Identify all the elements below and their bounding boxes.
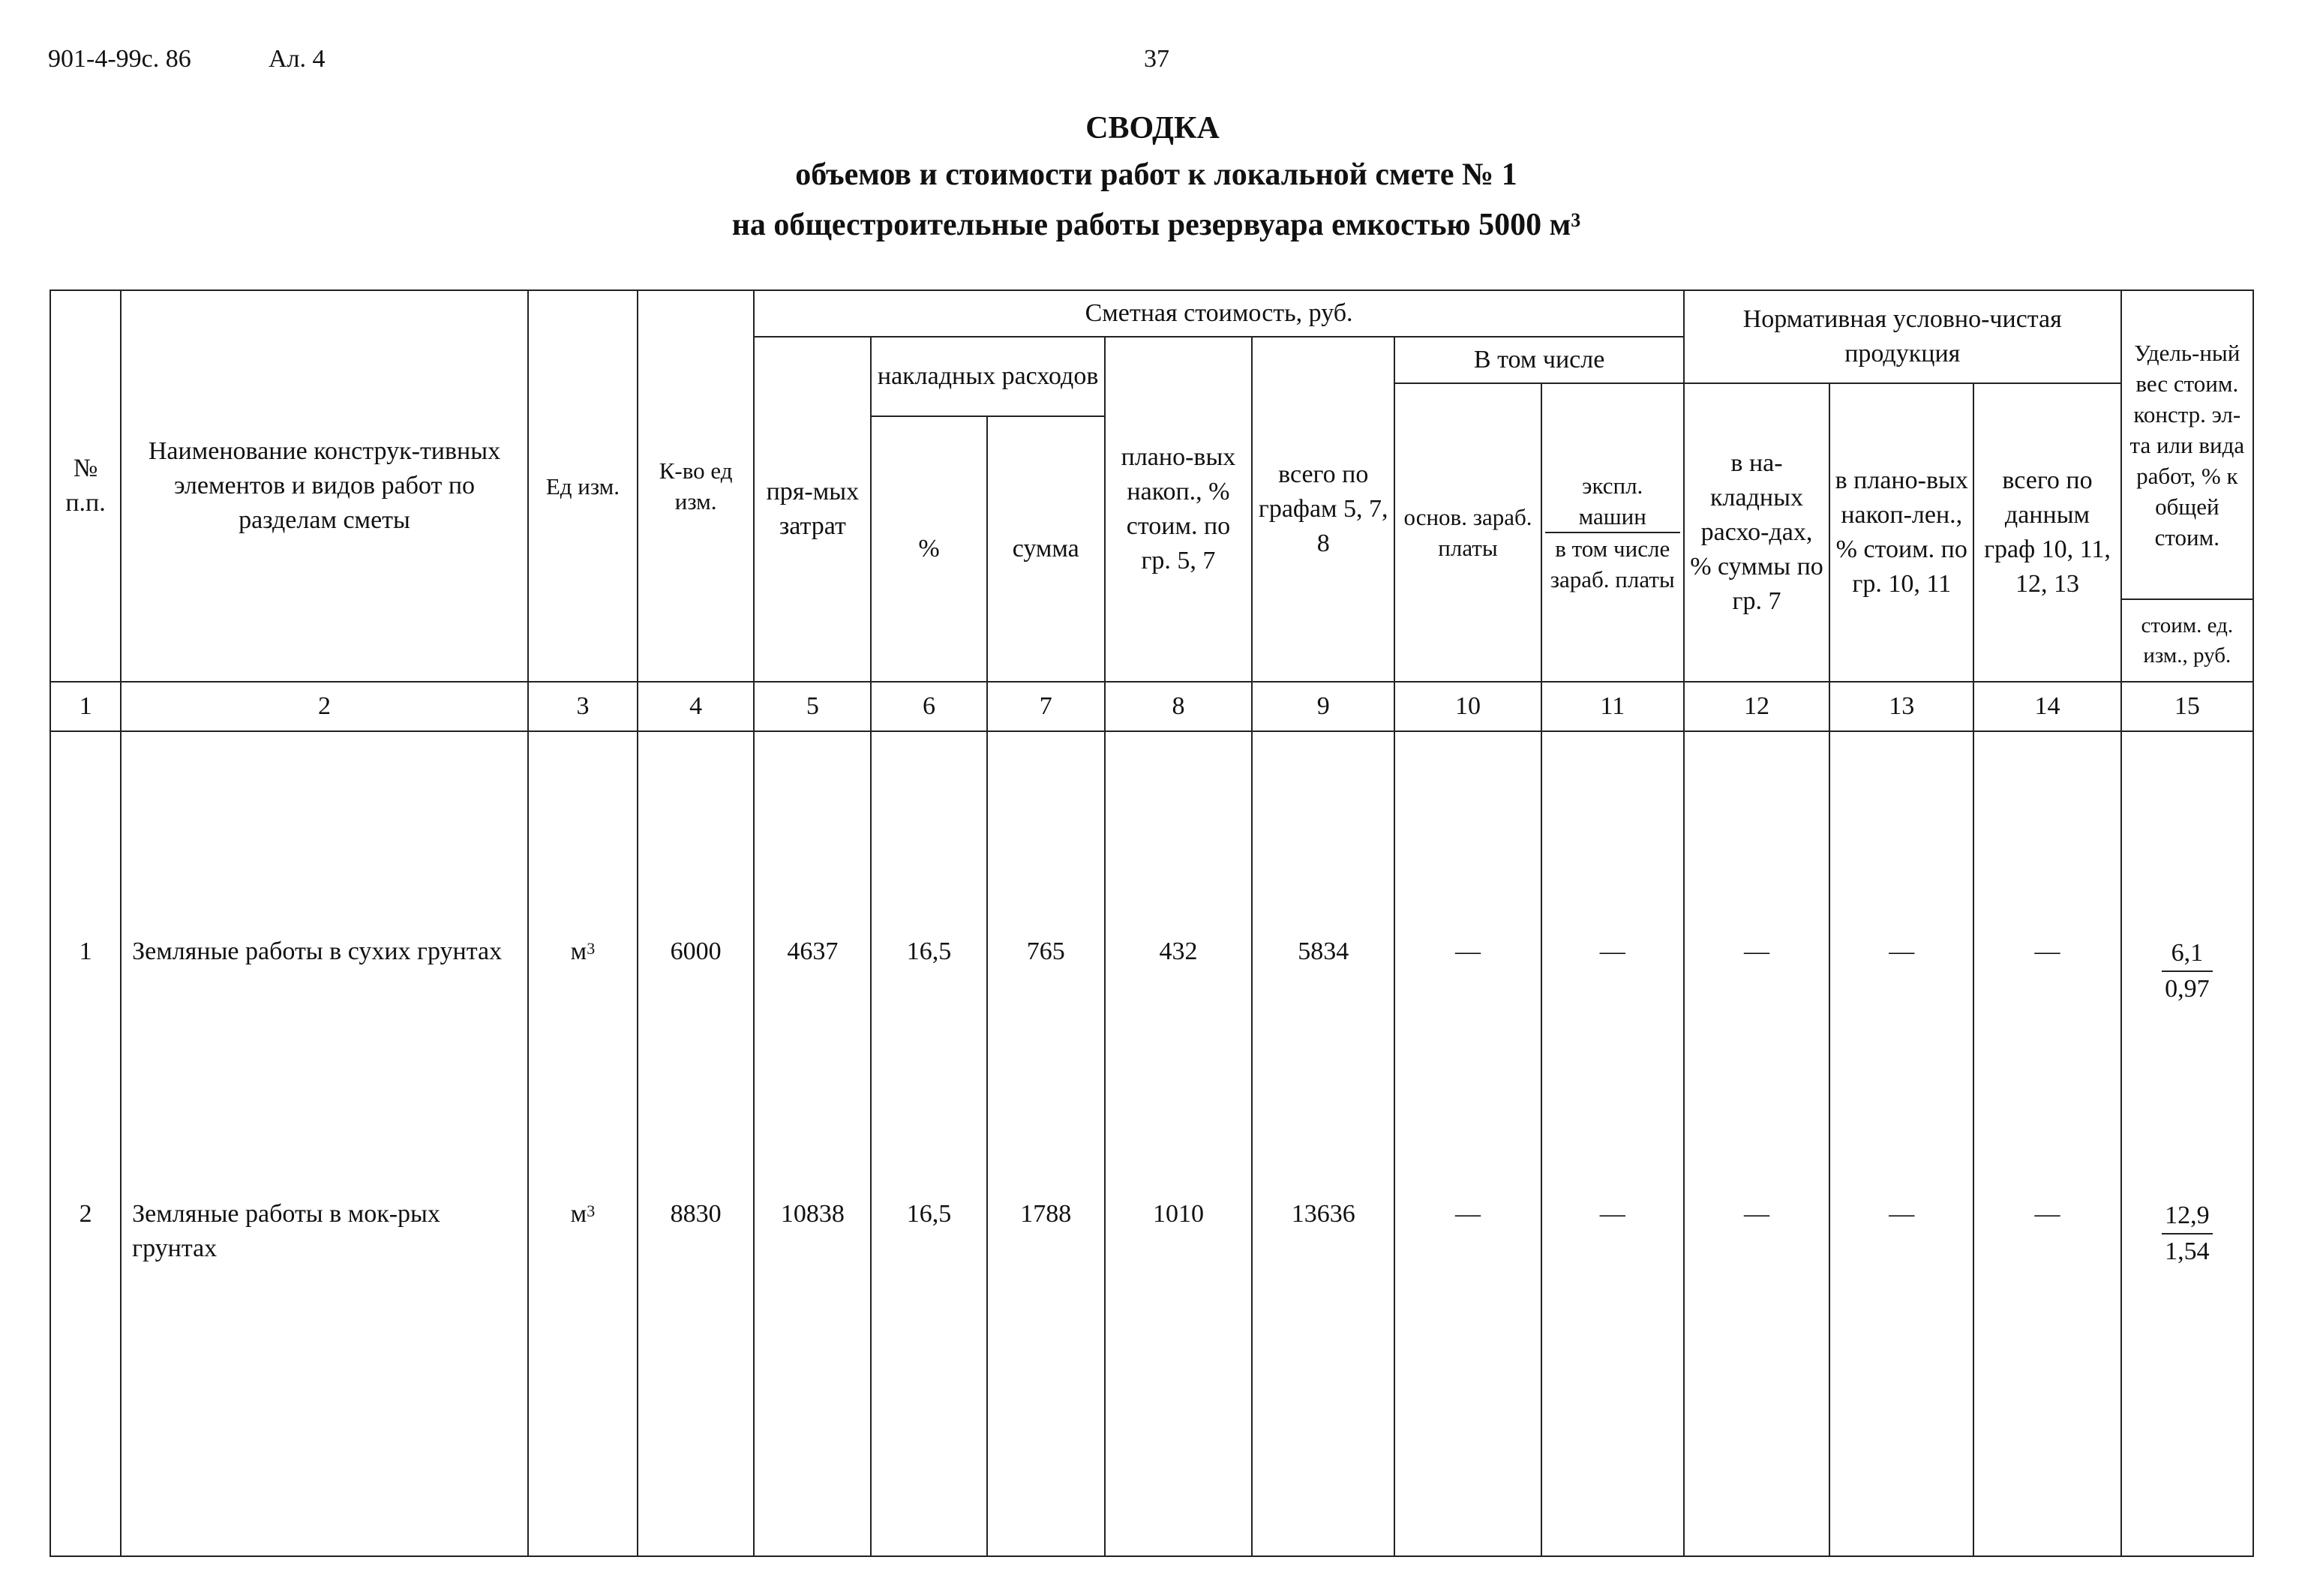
col-header-norm-planned: в плано-вых накоп-лен., % стоим. по гр. 10, 11 xyxy=(1829,383,1973,682)
row2-total: 13636 xyxy=(1291,1200,1355,1228)
row2-direct: 10838 xyxy=(780,1200,845,1228)
row1-weight-bottom: 0,97 xyxy=(2165,975,2210,1003)
title-object-text: на общестроительные работы резервуара емкостью 5000 м xyxy=(731,208,1571,242)
col-header-wages: основ. зараб. платы xyxy=(1394,383,1541,682)
row2-overhead-pct: 16,5 xyxy=(906,1200,952,1228)
row1-weight-top: 6,1 xyxy=(2162,936,2213,972)
row2-planned: 1010 xyxy=(1152,1200,1204,1228)
col-number: 11 xyxy=(1541,682,1684,731)
col-number: 6 xyxy=(871,682,986,731)
col-number: 2 xyxy=(121,682,528,731)
row1-name: Земляные работы в сухих грунтах xyxy=(132,938,503,965)
row1-planned: 432 xyxy=(1159,938,1198,965)
title-block xyxy=(0,105,2305,252)
row1-norm-overhead: — xyxy=(1744,938,1769,965)
summary-table xyxy=(50,290,2254,1557)
col-header-unit-cost: стоим. ед. изм., руб. xyxy=(2121,599,2253,682)
col-header-unit: Ед изм. xyxy=(528,290,638,682)
row1-norm-total: — xyxy=(2034,938,2060,965)
col-header-direct: пря-мых затрат xyxy=(754,337,871,682)
row2-norm-planned: — xyxy=(1889,1200,1915,1228)
col-header-planned: плано-вых накоп., % стоим. по гр. 5, 7 xyxy=(1105,337,1252,682)
col-header-machines xyxy=(1541,383,1684,682)
row1-norm-planned: — xyxy=(1889,938,1915,965)
row1-unit-text: м xyxy=(570,938,587,965)
row1-machines: — xyxy=(1599,938,1625,965)
cell-weight xyxy=(2121,731,2253,1556)
cell-overhead-sum xyxy=(987,731,1105,1556)
row1-wages: — xyxy=(1454,938,1481,965)
cell-qty xyxy=(638,731,754,1556)
col-number: 1 xyxy=(50,682,121,731)
col-header-overhead-pct: % xyxy=(871,416,986,682)
row2-weight-fraction xyxy=(2162,1198,2213,1269)
col-number: 13 xyxy=(1829,682,1973,731)
cell-unit xyxy=(528,731,638,1556)
col-number: 14 xyxy=(1973,682,2120,731)
row2-unit xyxy=(529,1197,637,1257)
cell-direct xyxy=(754,731,871,1556)
cell-norm-total xyxy=(1973,731,2120,1556)
cell-norm-overhead xyxy=(1684,731,1829,1556)
sheet-label: Ал. 4 xyxy=(269,45,326,73)
machines-bottom: в том числе зараб. платы xyxy=(1550,536,1675,592)
cell-overhead-pct xyxy=(871,731,986,1556)
row2-weight-bottom: 1,54 xyxy=(2165,1238,2210,1265)
row2-qty: 8830 xyxy=(670,1200,722,1228)
column-number-row xyxy=(50,682,2253,731)
row2-wages: — xyxy=(1454,1200,1481,1228)
col-header-smetnaya: Сметная стоимость, руб. xyxy=(754,290,1684,337)
col-header-weight: Удель-ный вес стоим. констр. эл-та или вида работ, % к общей стоим. xyxy=(2121,290,2253,599)
col-header-qty: К-во ед изм. xyxy=(638,290,754,682)
col-header-overhead: накладных расходов xyxy=(871,337,1104,416)
row1-unit xyxy=(529,934,637,1197)
col-number: 8 xyxy=(1105,682,1252,731)
col-header-norm-total: всего по данным граф 10, 11, 12, 13 xyxy=(1973,383,2120,682)
col-header-name: Наименование конструк-тивных элементов и видов работ по разделам сметы xyxy=(121,290,528,682)
cell-name xyxy=(121,731,528,1556)
cell-total xyxy=(1252,731,1394,1556)
col-number: 15 xyxy=(2121,682,2253,731)
title-main: СВОДКА xyxy=(1085,111,1220,146)
row1-total: 5834 xyxy=(1298,938,1349,965)
row1-direct: 4637 xyxy=(787,938,839,965)
row2-unit-text: м xyxy=(570,1200,587,1228)
cell-norm-planned xyxy=(1829,731,1973,1556)
col-number: 4 xyxy=(638,682,754,731)
row2-overhead-sum: 1788 xyxy=(1020,1200,1072,1228)
cell-planned xyxy=(1105,731,1252,1556)
col-number: 3 xyxy=(528,682,638,731)
header-row-1 xyxy=(50,290,2253,337)
col-header-no: № п.п. xyxy=(50,290,121,682)
col-header-norm-overhead: в на-кладных расхо-дах, % суммы по гр. 7 xyxy=(1684,383,1829,682)
cell-wages xyxy=(1394,731,1541,1556)
title-object xyxy=(8,198,2305,252)
row2-machines: — xyxy=(1599,1200,1625,1228)
row1-unit-sup: 3 xyxy=(587,939,596,958)
row2-name: Земляные работы в мок-рых грунтах xyxy=(132,1200,440,1262)
col-number: 5 xyxy=(754,682,871,731)
cell-machines xyxy=(1541,731,1684,1556)
title-subtitle: объемов и стоимости работ к локальной смете № 1 xyxy=(795,158,1517,192)
row1-qty: 6000 xyxy=(670,938,722,965)
row1-weight xyxy=(2122,936,2252,1198)
row2-norm-overhead: — xyxy=(1744,1200,1769,1228)
machines-top: экспл. машин xyxy=(1545,470,1680,533)
col-header-overhead-sum: сумма xyxy=(987,416,1105,682)
col-number: 10 xyxy=(1394,682,1541,731)
col-header-incl: В том числе xyxy=(1394,337,1684,383)
row1-overhead-pct: 16,5 xyxy=(906,938,952,965)
row1-overhead-sum: 765 xyxy=(1026,938,1065,965)
row2-weight xyxy=(2122,1198,2252,1274)
row2-weight-top: 12,9 xyxy=(2162,1198,2213,1234)
col-number: 7 xyxy=(987,682,1105,731)
page-number: 37 xyxy=(1144,45,1169,73)
document-code: 901-4-99с. 86 xyxy=(48,45,191,73)
row2-unit-sup: 3 xyxy=(587,1202,596,1220)
machines-stacked xyxy=(1545,470,1680,595)
col-header-normative: Нормативная условно-чистая продукция xyxy=(1684,290,2121,383)
table-body-row xyxy=(50,731,2253,1556)
cell-no xyxy=(50,731,121,1556)
row2-no: 2 xyxy=(79,1200,92,1228)
row1-no: 1 xyxy=(79,938,92,965)
col-header-total: всего по графам 5, 7, 8 xyxy=(1252,337,1394,682)
col-number: 9 xyxy=(1252,682,1394,731)
col-number: 12 xyxy=(1684,682,1829,731)
row2-norm-total: — xyxy=(2034,1200,2060,1228)
title-cube-sup: 3 xyxy=(1571,209,1581,231)
row1-weight-fraction xyxy=(2162,936,2213,1006)
